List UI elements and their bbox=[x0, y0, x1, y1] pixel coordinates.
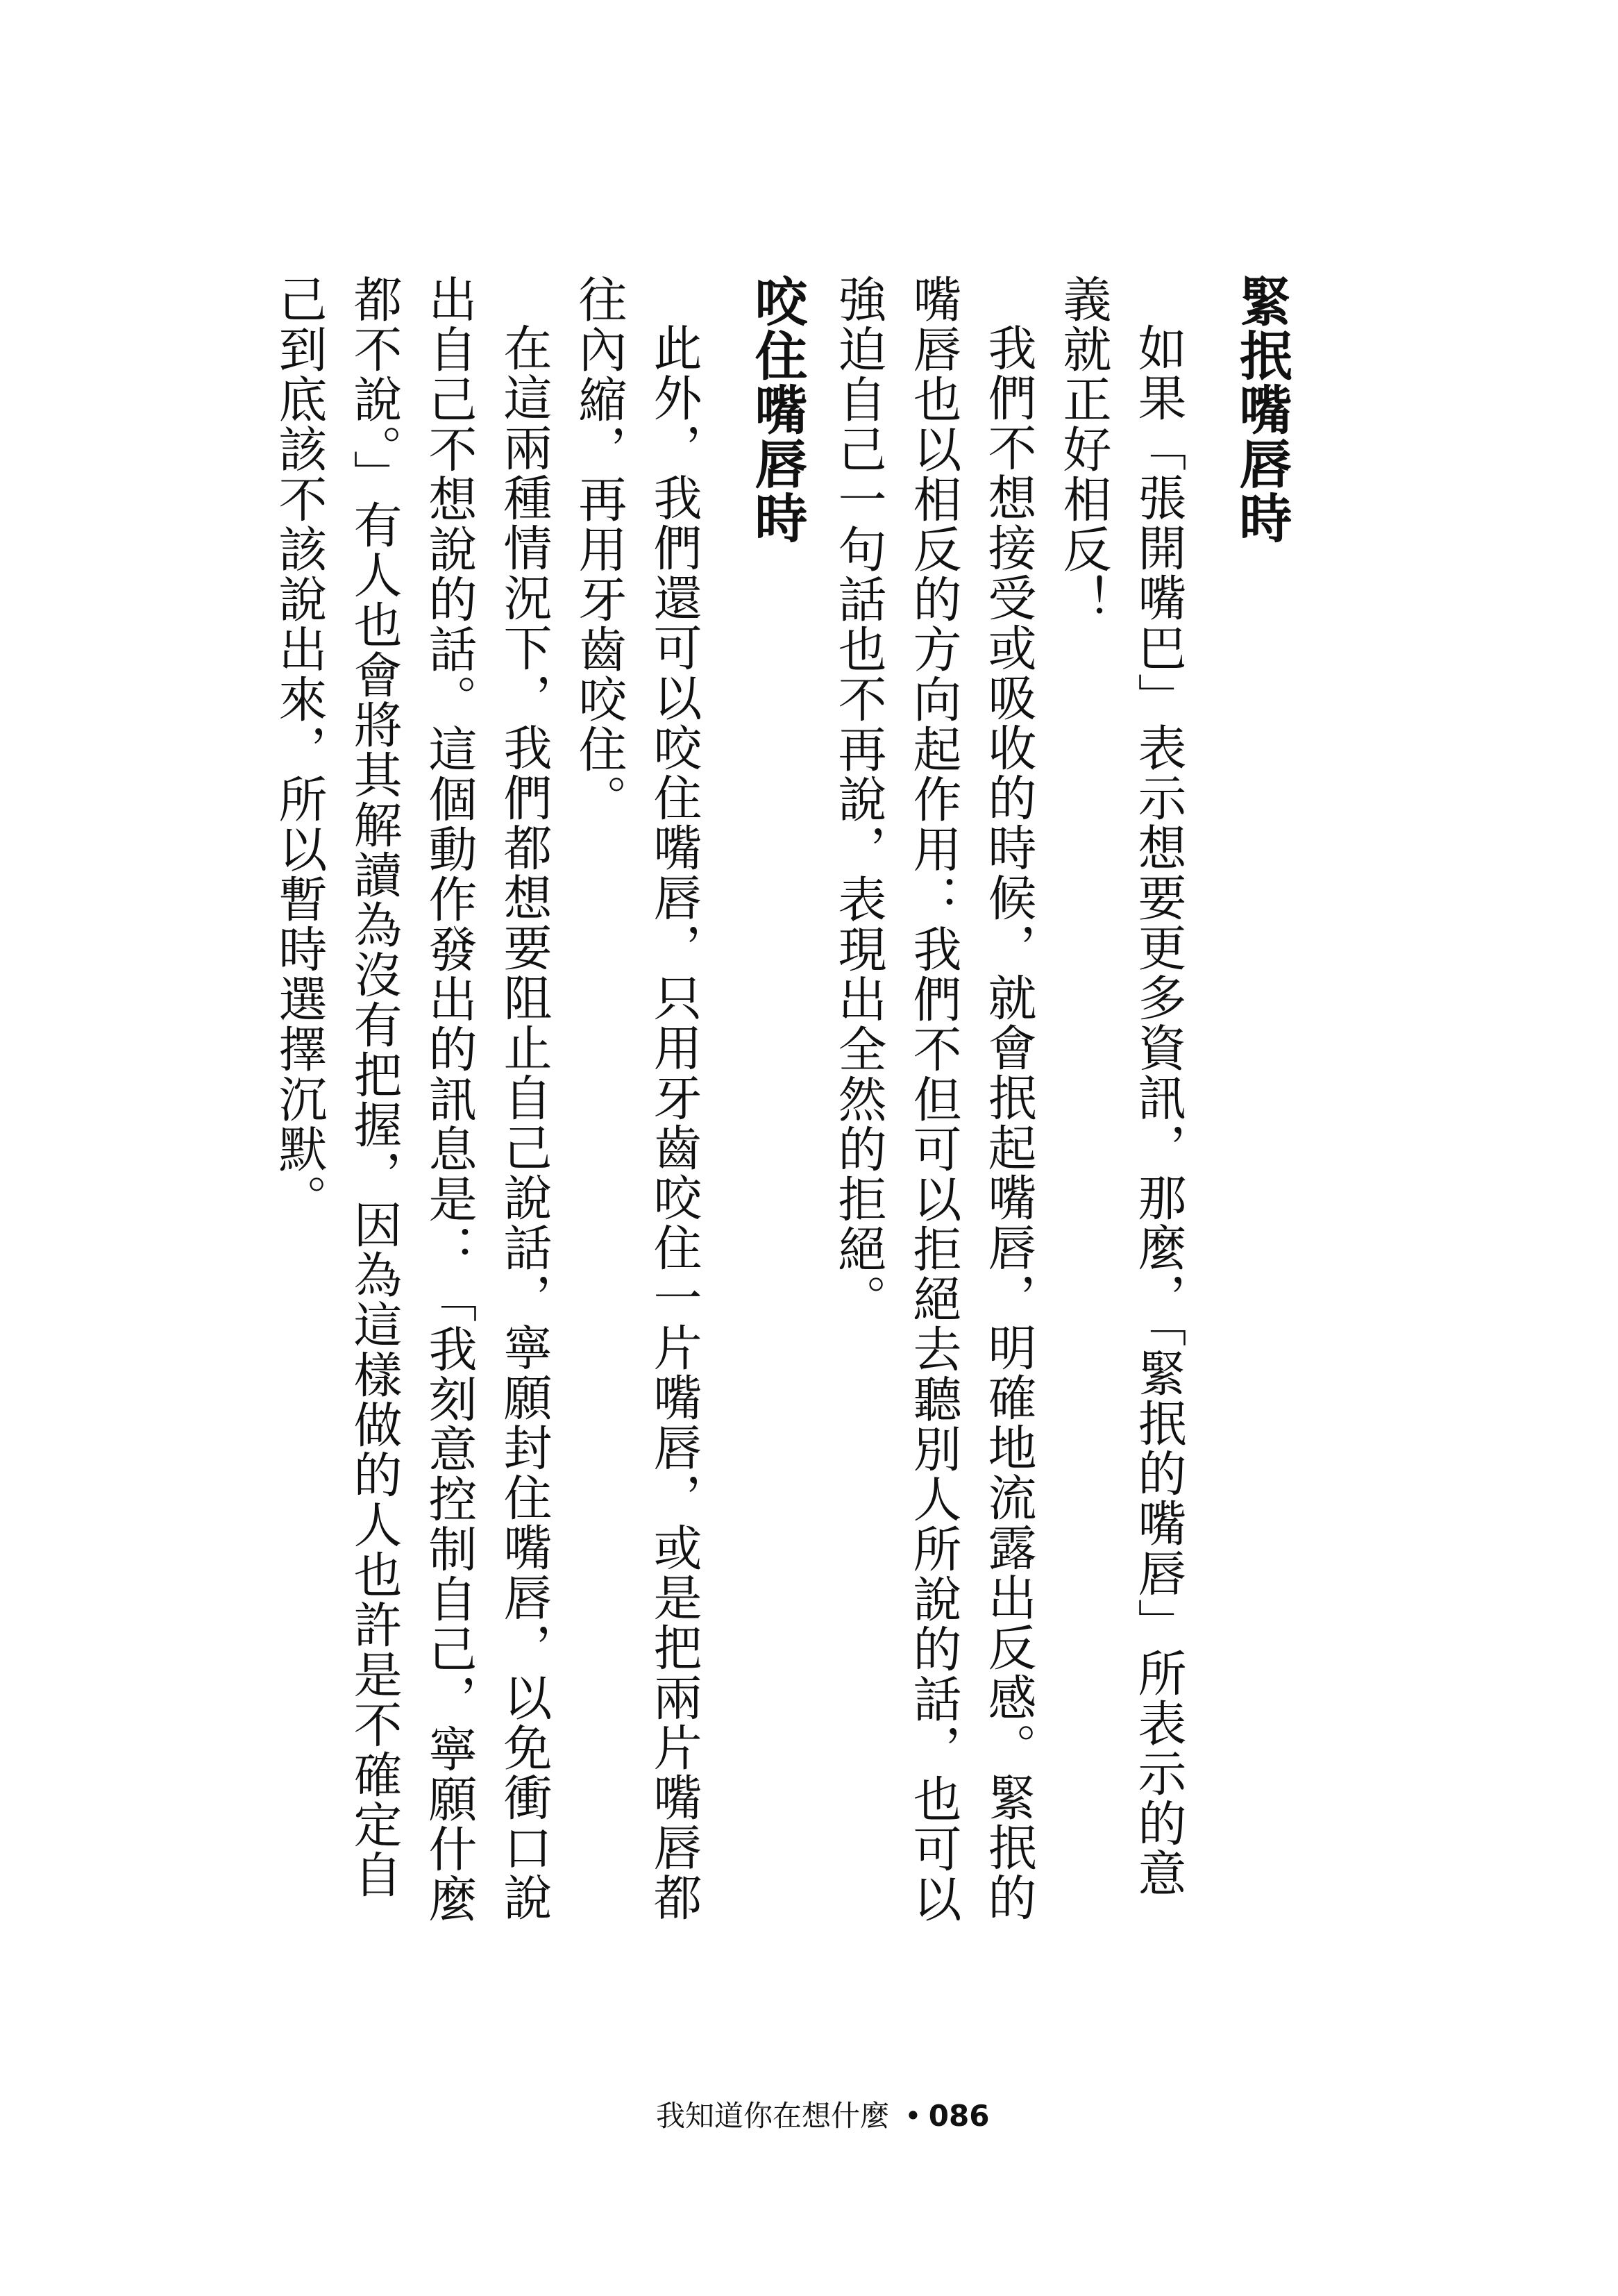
paragraph-biting-lips-1: 此外，我們還可以咬住嘴唇，只用牙齒咬住一片嘴唇，或是把兩片嘴唇都往內縮，再用牙齒咬住。 bbox=[571, 274, 702, 1922]
footer-book-title: 我知道你在想什麼 bbox=[656, 2099, 890, 2133]
paragraph-pressed-lips-1: 如果「張開嘴巴」表示想要更多資訊，那麼，「緊抿的嘴唇」所表示的意義就正好相反！ bbox=[1055, 274, 1187, 1898]
paragraph-biting-lips-2: 在這兩種情況下，我們都想要阻止自己說話，寧願封住嘴唇，以免衝口說出自己不想說的話。這個動作發出的訊息是：「我刻意控制自己，寧願什麼都不說。」有人也會將其解讀為沒有把握，因為這樣做的人也許是不確定自己到底該不該說出來，所以暫時選擇沉默。 bbox=[271, 274, 553, 1924]
page-number: 086 bbox=[928, 2099, 990, 2133]
footer-separator: • bbox=[904, 2099, 922, 2133]
vertical-text-body bbox=[271, 274, 1299, 1947]
paragraph-pressed-lips-2: 我們不想接受或吸收的時候，就會抿起嘴唇，明確地流露出反感。緊抿的嘴唇也以相反的方向起作用：我們不但可以拒絕去聽別人所說的話，也可以強迫自己一句話也不再說，表現出全然的拒絕。 bbox=[830, 274, 1037, 1924]
section-heading-biting-lips: 咬住嘴唇時 bbox=[746, 274, 808, 545]
page-footer bbox=[656, 2093, 989, 2135]
section-heading-pressed-lips: 緊抿嘴唇時 bbox=[1231, 274, 1292, 545]
